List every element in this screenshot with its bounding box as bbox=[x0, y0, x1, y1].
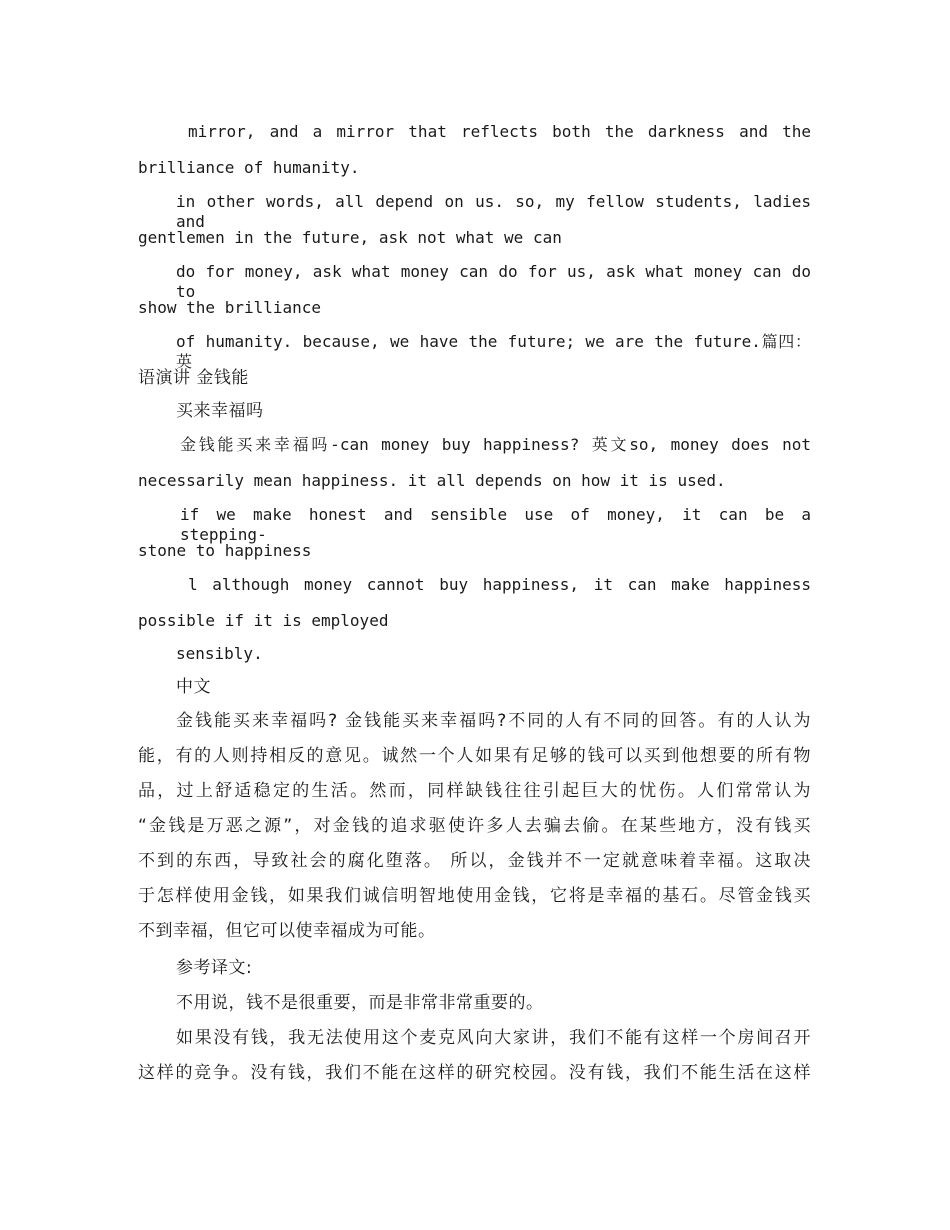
text-line: 能，有的人则持相反的意见。诚然一个人如果有足够的钱可以买到他想要的所有物 bbox=[138, 746, 811, 766]
text-line: 不到幸福，但它可以使幸福成为可能。 bbox=[138, 921, 436, 941]
text-line: mirror, and a mirror that reflects both the darkness and the bbox=[188, 122, 811, 141]
text-line: brilliance of humanity. bbox=[138, 158, 360, 177]
text-line: show the brilliance bbox=[138, 298, 322, 317]
text-line: 不用说，钱不是很重要，而是非常非常重要的。 bbox=[176, 993, 544, 1013]
text-line: “金钱是万恶之源”，对金钱的追求驱使许多人去骗去偷。在某些地方，没有钱买 bbox=[138, 816, 811, 836]
text-line: 于怎样使用金钱，如果我们诚信明智地使用金钱，它将是幸福的基石。尽管金钱买 bbox=[138, 886, 811, 906]
text-line: 不到的东西，导致社会的腐化堕落。 所以，金钱并不一定就意味着幸福。这取决 bbox=[138, 851, 811, 871]
text-line: l although money cannot buy happiness, it can make happiness bbox=[188, 575, 811, 594]
text-line: if we make honest and sensible use of money, it can be a stepping- bbox=[180, 505, 811, 544]
text-line: possible if it is employed bbox=[138, 611, 389, 630]
text-line: in other words, all depend on us. so, my fellow students, ladies and bbox=[176, 192, 811, 231]
text-line: gentlemen in the future, ask not what we can bbox=[138, 228, 562, 247]
text-line: 品，过上舒适稳定的生活。然而，同样缺钱往往引起巨大的忧伤。人们常常认为 bbox=[138, 781, 811, 801]
text-line: stone to happiness bbox=[138, 541, 312, 560]
text-line: 如果没有钱，我无法使用这个麦克风向大家讲，我们不能有这样一个房间召开 bbox=[176, 1028, 811, 1048]
text-line: 这样的竞争。没有钱，我们不能在这样的研究校园。没有钱，我们不能生活在这样 bbox=[138, 1063, 811, 1083]
text-line: 金钱能买来幸福吗-can money buy happiness? 英文so, money does not bbox=[180, 435, 811, 454]
text-line: necessarily mean happiness. it all depends on how it is used. bbox=[138, 471, 726, 490]
text-line: sensibly. bbox=[176, 644, 263, 663]
text-line: of humanity. because, we have the future; we are the future.篇四：英 bbox=[176, 332, 811, 371]
text-line: 语演讲 金钱能 bbox=[138, 368, 249, 388]
text-line: 买来幸福吗 bbox=[176, 401, 264, 421]
text-line: 参考译文: bbox=[176, 958, 253, 978]
text-line: 金钱能买来幸福吗? 金钱能买来幸福吗?不同的人有不同的回答。有的人认为 bbox=[176, 711, 811, 731]
text-line: 中文 bbox=[176, 677, 211, 697]
text-line: do for money, ask what money can do for us, ask what money can do to bbox=[176, 262, 811, 301]
